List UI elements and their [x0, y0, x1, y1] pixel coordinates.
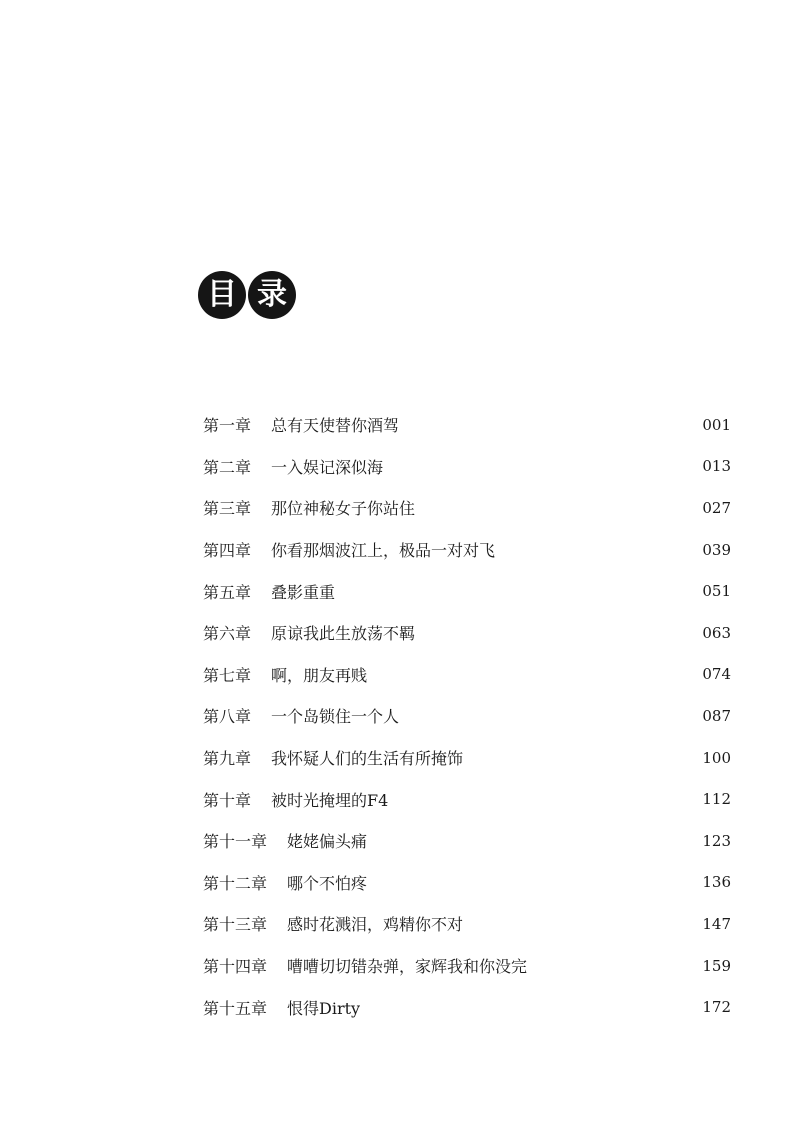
chapter-title: 啊，朋友再贱 [271, 665, 368, 685]
page-number: 100 [702, 748, 731, 767]
toc-row[interactable] [203, 945, 731, 987]
chapter-number: 第三章 [203, 499, 252, 519]
chapter-title: 恨得Dirty [287, 998, 361, 1018]
chapter-number: 第八章 [203, 707, 252, 727]
page-number: 123 [702, 831, 731, 850]
chapter-title: 一入娱记深似海 [271, 457, 384, 477]
page-number: 001 [702, 415, 731, 434]
chapter-title: 原谅我此生放荡不羁 [271, 624, 416, 644]
page-number: 063 [702, 623, 731, 642]
chapter-number: 第十章 [203, 790, 252, 810]
page-number: 013 [702, 457, 731, 476]
toc-row[interactable] [203, 903, 731, 945]
table-of-contents [203, 404, 731, 1028]
page-title [198, 270, 296, 320]
chapter-number: 第二章 [203, 457, 252, 477]
chapter-title: 嘈嘈切切错杂弹，家辉我和你没完 [287, 957, 528, 977]
page-number: 039 [702, 540, 731, 559]
page-number: 051 [702, 582, 731, 601]
toc-row[interactable] [203, 612, 731, 654]
toc-row[interactable] [203, 487, 731, 529]
toc-row[interactable] [203, 654, 731, 696]
chapter-title: 感时花溅泪，鸡精你不对 [287, 915, 464, 935]
page-number: 136 [702, 873, 731, 892]
toc-row[interactable] [203, 778, 731, 820]
page-number: 112 [702, 790, 731, 809]
toc-row[interactable] [203, 737, 731, 779]
chapter-title: 被时光掩埋的F4 [271, 790, 389, 810]
page-number: 027 [702, 498, 731, 517]
page-number: 159 [702, 956, 731, 975]
title-char-mu: 目 [198, 271, 246, 319]
chapter-title: 姥姥偏头痛 [287, 832, 368, 852]
chapter-number: 第十一章 [203, 832, 268, 852]
chapter-number: 第四章 [203, 541, 252, 561]
chapter-number: 第五章 [203, 582, 252, 602]
title-char-lu: 录 [248, 271, 296, 319]
toc-row[interactable] [203, 820, 731, 862]
chapter-title: 你看那烟波江上，极品一对对飞 [271, 541, 496, 561]
toc-row[interactable] [203, 986, 731, 1028]
page-number: 147 [702, 914, 731, 933]
toc-row[interactable] [203, 446, 731, 488]
toc-row[interactable] [203, 862, 731, 904]
chapter-title: 我怀疑人们的生活有所掩饰 [271, 749, 464, 769]
toc-row[interactable] [203, 695, 731, 737]
chapter-number: 第十四章 [203, 957, 268, 977]
chapter-number: 第十二章 [203, 873, 268, 893]
chapter-title: 总有天使替你酒驾 [271, 416, 400, 436]
page-number: 172 [702, 998, 731, 1017]
chapter-number: 第九章 [203, 749, 252, 769]
toc-row[interactable] [203, 404, 731, 446]
chapter-title: 那位神秘女子你站住 [271, 499, 416, 519]
chapter-title: 哪个不怕疼 [287, 873, 368, 893]
chapter-title: 一个岛锁住一个人 [271, 707, 400, 727]
chapter-number: 第七章 [203, 665, 252, 685]
chapter-number: 第十五章 [203, 998, 268, 1018]
page-number: 087 [702, 706, 731, 725]
toc-row[interactable] [203, 529, 731, 571]
toc-row[interactable] [203, 570, 731, 612]
page-number: 074 [702, 665, 731, 684]
chapter-number: 第六章 [203, 624, 252, 644]
chapter-number: 第十三章 [203, 915, 268, 935]
chapter-number: 第一章 [203, 416, 252, 436]
chapter-title: 叠影重重 [271, 582, 336, 602]
